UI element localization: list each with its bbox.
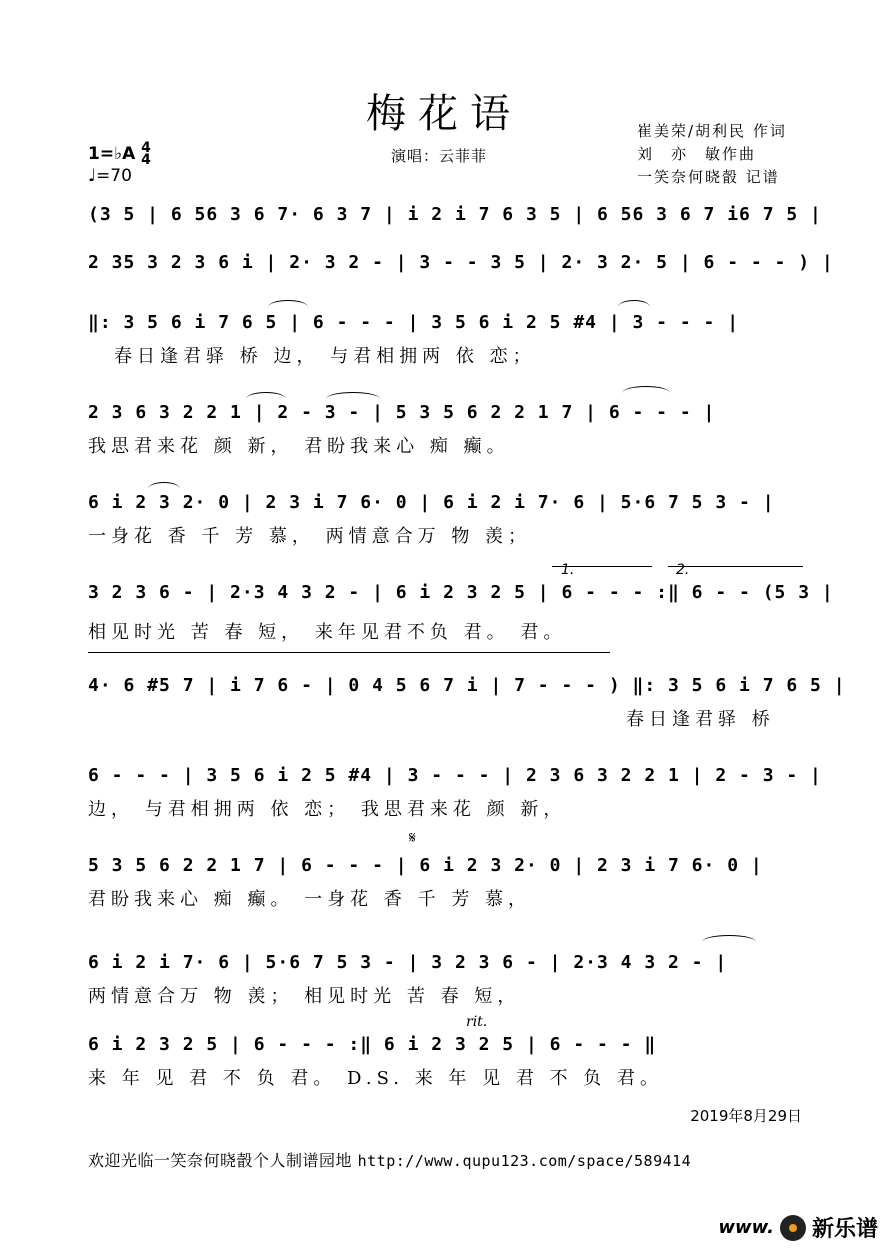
score-line-7: 4· 6 #5 7 | i 7 6 - | 0 4 5 6 7 i | 7 - - - ) ‖: 3 5 6 i 7 6 5 | bbox=[88, 675, 846, 696]
logo-name: 新乐谱 bbox=[811, 1217, 878, 1242]
repeat-bracket-line bbox=[88, 652, 610, 653]
lyric-line-10: 两情意合万 物 羡； 相见时光 苦 春 短， bbox=[88, 986, 521, 1007]
slur bbox=[618, 300, 650, 307]
score-line-8: 6 - - - | 3 5 6 i 2 5 #4 | 3 - - - | 2 3 6 3 2 2 1 | 2 - 3 - | bbox=[88, 765, 822, 786]
page-title: 梅花语 bbox=[366, 91, 522, 137]
key-signature bbox=[88, 142, 151, 166]
date-label: 2019年8月29日 bbox=[690, 1107, 802, 1125]
score-line-10: 6 i 2 i 7· 6 | 5·6 7 5 3 - | 3 2 3 6 - | 2·3 4 3 2 - | bbox=[88, 952, 728, 973]
transcriber-credit: 一笑奈何晓瞉 记谱 bbox=[637, 168, 780, 186]
slur bbox=[622, 386, 670, 393]
time-signature: 4 4 bbox=[141, 140, 151, 168]
score-line-3: ‖: 3 5 6 i 7 6 5 | 6 - - - | 3 5 6 i 2 5 #4 | 3 - - - | bbox=[88, 312, 740, 333]
key-label: 1=♭A bbox=[88, 144, 136, 164]
volta-2-bracket bbox=[668, 566, 803, 567]
score-line-5: 6 i 2 3 2· 0 | 2 3 i 7 6· 0 | 6 i 2 i 7· 6 | 5·6 7 5 3 - | bbox=[88, 492, 775, 513]
tempo-marking: ♩=70 bbox=[88, 166, 132, 186]
composer-credit: 刘 亦 敏作曲 bbox=[637, 145, 757, 163]
slur bbox=[148, 482, 180, 489]
slur bbox=[268, 300, 308, 307]
footer-text: 欢迎光临一笑奈何晓瞉个人制谱园地 bbox=[88, 1151, 353, 1170]
lyric-line-5: 一身花 香 千 芳 慕， 两情意合万 物 羡； bbox=[88, 526, 532, 547]
rit-marking: rit. bbox=[466, 1014, 488, 1030]
site-logo[interactable] bbox=[718, 1212, 878, 1243]
footer bbox=[88, 1148, 691, 1171]
score-line-6: 3 2 3 6 - | 2·3 4 3 2 - | 6 i 2 3 2 5 | 6 - - - :‖ 6 - - (5 3 | bbox=[88, 582, 834, 603]
footer-link[interactable]: http://www.qupu123.com/space/589414 bbox=[357, 1152, 692, 1170]
score-line-2: 2 35 3 2 3 6 i | 2· 3 2 - | 3 - - 3 5 | 2· 3 2· 5 | 6 - - - ) | bbox=[88, 252, 834, 273]
slur bbox=[702, 935, 756, 942]
segno-sign: 𝄋 bbox=[409, 828, 416, 847]
lyric-line-6: 相见时光 苦 春 短， 来年见君不负 君。 君。 bbox=[88, 622, 567, 643]
lyric-line-4: 我思君来花 颜 新， 君盼我来心 痴 癫。 bbox=[88, 436, 510, 457]
lyric-line-8: 边， 与君相拥两 依 恋； 我思君来花 颜 新， bbox=[88, 799, 567, 820]
score-line-4: 2 3 6 3 2 2 1 | 2 - 3 - | 5 3 5 6 2 2 1 7 | 6 - - - | bbox=[88, 402, 716, 423]
slur bbox=[246, 392, 286, 399]
volta-1: 1. bbox=[561, 562, 575, 578]
logo-www: www. bbox=[718, 1217, 774, 1238]
lyric-line-7: 春日逢君驿 桥 bbox=[626, 709, 775, 730]
score-line-11: 6 i 2 3 2 5 | 6 - - - :‖ 6 i 2 3 2 5 | 6 - - - ‖ bbox=[88, 1034, 657, 1055]
lyric-line-9: 君盼我来心 痴 癫。 一身花 香 千 芳 慕， bbox=[88, 889, 532, 910]
score-line-9: 5 3 5 6 2 2 1 7 | 6 - - - | 6 i 2 3 2· 0 | 2 3 i 7 6· 0 | bbox=[88, 855, 763, 876]
slur bbox=[326, 392, 380, 399]
volta-2: 2. bbox=[676, 562, 690, 578]
singer-credit: 演唱：云菲菲 bbox=[391, 147, 488, 165]
lyric-line-11: 来 年 见 君 不 负 君。 D.S. 来 年 见 君 不 负 君。 bbox=[88, 1068, 664, 1089]
record-disc-icon bbox=[780, 1215, 806, 1241]
lyric-line-3: 春日逢君驿 桥 边， 与君相拥两 依 恋； bbox=[114, 346, 536, 367]
score-line-1: (3 5 | 6 56 3 6 7· 6 3 7 | i 2 i 7 6 3 5 | 6 56 3 6 7 i6 7 5 | bbox=[88, 204, 822, 225]
volta-1-bracket bbox=[552, 566, 652, 567]
lyricist-credit: 崔美荣/胡利民 作词 bbox=[637, 122, 787, 140]
